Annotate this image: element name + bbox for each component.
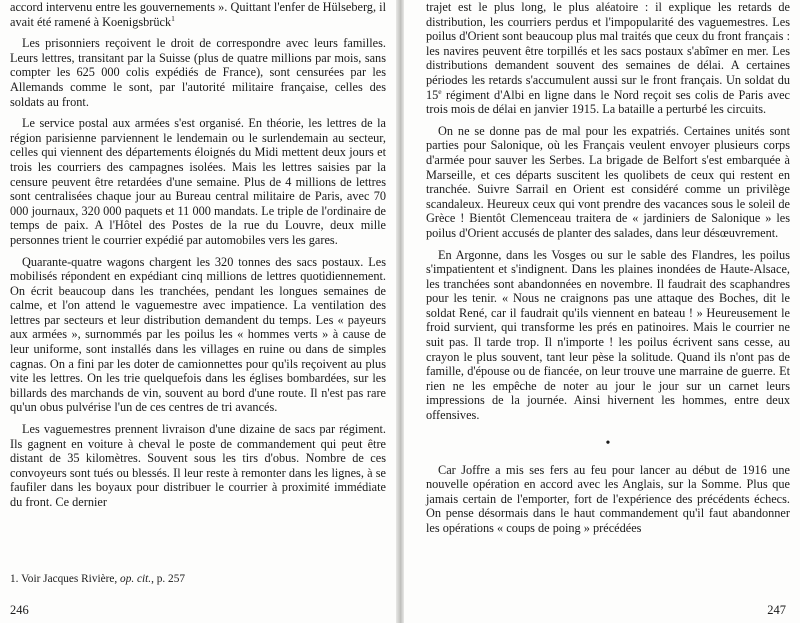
- book-gutter: [396, 0, 404, 623]
- paragraph-text: trajet est le plus long, le plus aléatoire : il explique les retards de distribution, les courriers perdus et l'impopularité des vaguemestres. Les poilus d'Orient sont beaucoup plus mal traités que ceux du front français : les navires peuvent être torpillés et les sacs postaux s'abîmer en mer. Les distributions demandent souvent des semaines de délai. A certaines périodes les retards s'accumulent aussi sur le front français. Un soldat du: [426, 0, 790, 87]
- ordinal-suffix: e: [438, 86, 442, 96]
- paragraph-text: accord intervenu entre les gouvernements ». Quittant l'enfer de Hülseberg, il avait été ramené à Koenigsbrück: [10, 0, 386, 29]
- paragraph: Quarante-quatre wagons chargent les 320 tonnes des sacs postaux. Les mobilisés répondent en expédiant cinq millions de lettres quotidiennement. On écrit beaucoup dans les tranchées, pendant les longues semaines de calme, et l'on attend le vaguemestre avec impatience. La ventilation des lettres par secteurs et leur distribution demandent du temps. Les « payeurs aux armées », surnommés par les poilus les « hommes verts » à cause de leur uniforme, sont installés dans les villages en ruine ou dans de simples cagnas. On a fini par les doter de camionnettes pour qu'ils reçoivent au plus vite les lettres. On les trie quelquefois dans les églises bombardées, sur les billards des marchands de vin, souvent au bord d'une route. Il n'est pas rare qu'un obus pulvérise l'un de ces centres de tri avancés.: [10, 254, 386, 415]
- footnote-text: Voir Jacques Rivière,: [21, 573, 118, 585]
- paragraph: On ne se donne pas de mal pour les expatriés. Certaines unités sont parties pour Salonique, où les Français veulent envoyer plusieurs corps d'armée pour sauver les Serbes. La brigade de Belfort s'est embarquée à Marseille, et ces départs suscitent les quolibets de ceux qui restent en tranchée. Suivre Sarrail en Orient est considéré comme un privilège scandaleux. Heureux ceux qui vont prendre des vacances sous le soleil de Grèce ! Bientôt Clemenceau traitera de « jardiniers de Salonique » les poilus d'Orient accusés de planter des salades, dans leur désœuvrement.: [426, 123, 790, 240]
- footnote: [10, 573, 185, 586]
- left-page: [0, 0, 396, 623]
- page-number: 247: [767, 603, 786, 617]
- regiment-number: 15: [426, 87, 439, 102]
- page-number: 246: [10, 603, 29, 617]
- paragraph: Les prisonniers reçoivent le droit de correspondre avec leurs familles. Leurs lettres, transitant par la Suisse (plus de quatre millions par mois, sans compter les 625 000 colis expédiés de France), sont censurées par les Allemands comme le sont, par l'autorité militaire française, celles des soldats au front.: [10, 36, 386, 109]
- paragraph: [426, 0, 790, 117]
- paragraph: En Argonne, dans les Vosges ou sur le sable des Flandres, les poilus s'impatientent et s'indignent. Dans les plaines inondées de Haute-Alsace, les tranchées sont abandonnées en novembre. Il faudrait des scaphandres pour les tenir. « Nous ne craignons pas une attaque des Boches, dit le soldat René, car il faudrait qu'ils viennent en bateau ! » Heureusement le froid survient, qui transforme les prés en patinoires. Mais le courrier ne suit pas. Il tarde trop. Il n'importe ! les poilus écrivent sans cesse, au crayon le plus souvent, tant leur pèse la solitude. Quand ils n'ont pas de famille, d'épouse ou de fiancée, on leur trouve une marraine de guerre. Et rien ne les empêche de noter au jour le jour sur un carnet leurs impressions de la journée. Ainsi hivernent les hommes, entre deux offensives.: [426, 247, 790, 423]
- paragraph-text: régiment d'Albi en ligne dans le Nord reçoit ses colis de Paris avec trois mois de délai en janvier 1915. La bataille a perturbé les circuits.: [426, 87, 791, 117]
- paragraph: Le service postal aux armées s'est organisé. En théorie, les lettres de la région parisienne parviennent le lendemain ou le surlendemain au secteur, celles qui viennent des départements éloignés du Midi mettent deux jours et trois les courriers des campagnes isolées. Mais les lettres saisies par la censure peuvent être retardées d'une semaine. Plus de 4 millions de lettres sont centralisées chaque jour au Bureau central militaire de Paris, avec 70 000 journaux, 320 000 paquets et 11 000 mandats. Le triple de l'ordinaire de temps de paix. A l'Hôtel des Postes de la rue du Louvre, deux mille personnes trient le courrier expédié par automobiles vers les gares.: [10, 116, 386, 247]
- footnote-reference[interactable]: 1: [171, 13, 175, 23]
- section-separator: •: [605, 435, 611, 451]
- footnote-page: , p. 257: [151, 573, 185, 585]
- right-page-body: [426, 0, 790, 536]
- paragraph: Car Joffre a mis ses fers au feu pour lancer au début de 1916 une nouvelle opération en accord avec les Anglais, sur la Somme. Plus que jamais certain de l'emporter, fort de l'expérience des précédents échecs. On pense désormais dans le haut commandement qu'il faut abandonner les opérations « coups de poing » précédées: [426, 462, 790, 535]
- right-page: [404, 0, 800, 623]
- footnote-italic: op. cit.: [120, 573, 152, 585]
- paragraph: [10, 0, 386, 29]
- left-page-body: [10, 0, 386, 510]
- paragraph: Les vaguemestres prennent livraison d'une dizaine de sacs par régiment. Ils gagnent en voiture à cheval le poste de commandement qui peut être distant de 35 kilomètres. Souvent sous les tirs d'obus. Nombre de ces convoyeurs sont tués ou blessés. Il leur reste à remonter dans les lignes, à se faufiler dans les boyaux pour distribuer le courrier à proximité immédiate du front. Ce dernier: [10, 422, 386, 509]
- footnote-number: 1.: [10, 573, 19, 585]
